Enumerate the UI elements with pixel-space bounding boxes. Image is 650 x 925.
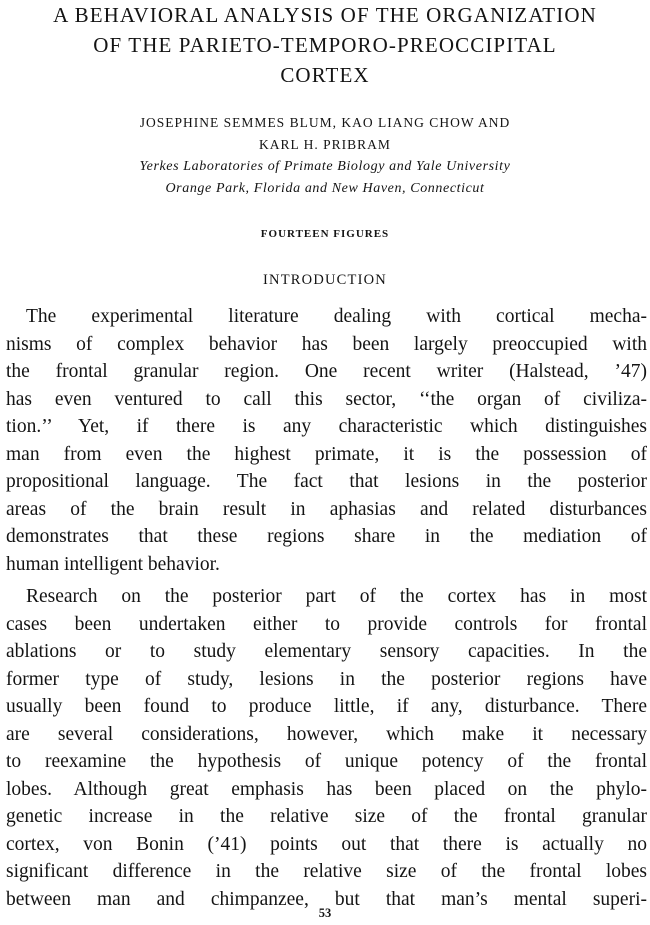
text-line: to reexamine the hypothesis of unique potency of the frontal — [6, 751, 647, 772]
text-line: demonstrates that these regions share in the mediation of — [6, 526, 647, 547]
title-line: OF THE PARIETO-TEMPORO-PREOCCIPITAL — [93, 33, 557, 57]
text-line: tion.’’ Yet, if there is any characteristic which distinguishes — [6, 416, 647, 437]
text-line: cases been undertaken either to provide controls for frontal — [6, 613, 647, 635]
title-line: A BEHAVIORAL ANALYSIS OF THE ORGANIZATION — [53, 3, 597, 27]
text-line: lobes. Although great emphasis has been placed on the phylo- — [6, 778, 647, 800]
text-line: ablations or to study elementary sensory capacities. In the — [6, 641, 647, 662]
text-line: are several considerations, however, which make it necessary — [6, 723, 647, 745]
article-title — [0, 0, 650, 90]
section-heading-introduction: INTRODUCTION — [263, 272, 387, 288]
author-line: KARL H. PRIBRAM — [259, 137, 391, 152]
figures-note: FOURTEEN FIGURES — [260, 228, 390, 240]
text-line: propositional language. The fact that lesions in the posterior — [6, 471, 647, 492]
text-line: genetic increase in the relative size of the frontal granular — [6, 806, 647, 827]
text-line: has even ventured to call this sector, ‘‘the organ of civiliza- — [6, 388, 647, 410]
text-line: areas of the brain result in aphasias and related disturbances — [6, 498, 647, 520]
paragraph-1 — [6, 303, 647, 578]
text-line: usually been found to produce little, if any, disturbance. There — [6, 696, 647, 717]
paragraph-2 — [6, 583, 647, 913]
affiliation-line: Yerkes Laboratories of Primate Biology and Yale University — [139, 159, 511, 174]
text-line: man from even the highest primate, it is the possession of — [6, 443, 647, 465]
text-line: former type of study, lesions in the posterior regions have — [6, 668, 647, 690]
author-list — [0, 112, 650, 156]
affiliation — [0, 156, 650, 200]
body-text — [6, 303, 647, 913]
text-line: human intelligent behavior. — [6, 553, 220, 575]
text-line: between man and chimpanzee, but that man’s mental superi- — [6, 888, 647, 910]
affiliation-line: Orange Park, Florida and New Haven, Connecticut — [165, 181, 485, 196]
text-line: The experimental literature dealing with cortical mecha- — [26, 306, 647, 327]
text-line: nisms of complex behavior has been largely preoccupied with — [6, 333, 647, 355]
text-line: the frontal granular region. One recent writer (Halstead, ’47) — [6, 361, 647, 382]
text-line: cortex, von Bonin (’41) points out that there is actually no — [6, 833, 647, 855]
title-line: CORTEX — [280, 63, 370, 87]
text-line: Research on the posterior part of the cortex has in most — [26, 586, 647, 607]
page-number: 53 — [318, 906, 332, 920]
text-line: significant difference in the relative size of the frontal lobes — [6, 861, 647, 882]
author-line: JOSEPHINE SEMMES BLUM, KAO LIANG CHOW AND — [139, 115, 511, 130]
